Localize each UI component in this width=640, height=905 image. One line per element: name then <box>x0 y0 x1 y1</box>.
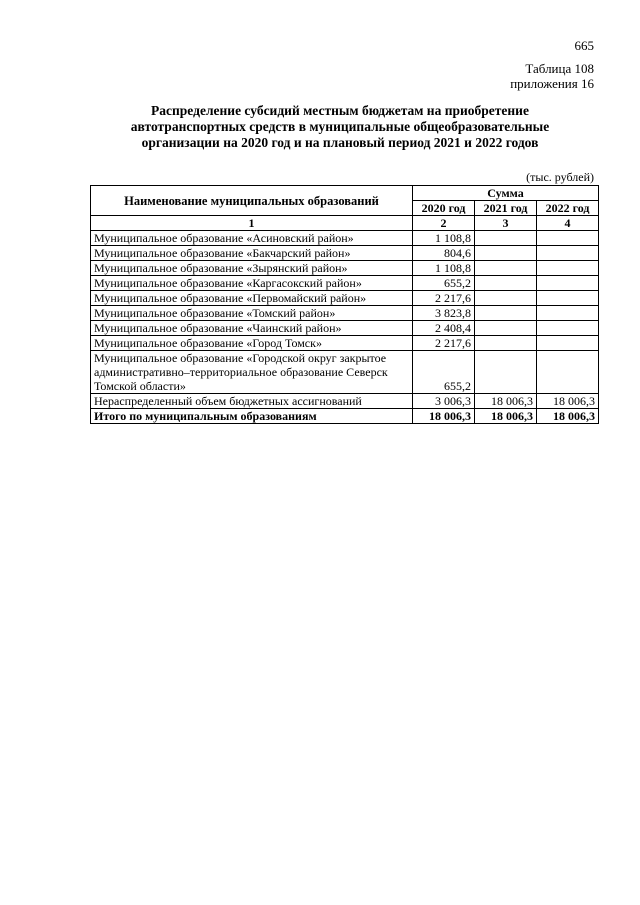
amount-2022 <box>537 336 599 351</box>
header-year-2021: 2021 год <box>475 201 537 216</box>
amount-2020: 655,2 <box>413 276 475 291</box>
table-row <box>91 261 599 276</box>
amount-2022 <box>537 321 599 336</box>
total-2021: 18 006,3 <box>475 409 537 424</box>
amount-2020: 2 408,4 <box>413 321 475 336</box>
table-row <box>91 246 599 261</box>
amount-2021 <box>475 351 537 394</box>
municipality-name: Муниципальное образование «Чаинский район» <box>91 321 413 336</box>
table-row <box>91 394 599 409</box>
units-note: (тыс. рублей) <box>526 170 594 184</box>
municipality-name: Муниципальное образование «Зырянский район» <box>91 261 413 276</box>
title-line2: автотранспортных средств в муниципальные общеобразовательные <box>130 119 550 134</box>
total-2022: 18 006,3 <box>537 409 599 424</box>
amount-2020: 655,2 <box>413 351 475 394</box>
table-row <box>91 336 599 351</box>
table-row <box>91 321 599 336</box>
header-name-column: Наименование муниципальных образований <box>91 186 413 216</box>
amount-2021 <box>475 261 537 276</box>
table-row <box>91 231 599 246</box>
amount-2021 <box>475 291 537 306</box>
table-row <box>91 291 599 306</box>
municipality-name: Муниципальное образование «Томский район» <box>91 306 413 321</box>
amount-2021 <box>475 336 537 351</box>
amount-2021 <box>475 321 537 336</box>
municipality-name: Муниципальное образование «Город Томск» <box>91 336 413 351</box>
table-reference <box>510 61 594 91</box>
title-line1: Распределение субсидий местным бюджетам на приобретение <box>151 103 529 118</box>
amount-2020: 3 006,3 <box>413 394 475 409</box>
budget-table <box>90 185 599 424</box>
municipality-name: Муниципальное образование «Каргасокский район» <box>91 276 413 291</box>
column-number-row <box>91 216 599 231</box>
municipality-name: Муниципальное образование «Первомайский район» <box>91 291 413 306</box>
page-number: 665 <box>574 38 594 53</box>
amount-2020: 3 823,8 <box>413 306 475 321</box>
table-row <box>91 276 599 291</box>
table-reference-line2: приложения 16 <box>510 76 594 91</box>
amount-2020: 2 217,6 <box>413 291 475 306</box>
amount-2021 <box>475 231 537 246</box>
column-number: 4 <box>537 216 599 231</box>
header-year-2022: 2022 год <box>537 201 599 216</box>
amount-2020: 2 217,6 <box>413 336 475 351</box>
amount-2021: 18 006,3 <box>475 394 537 409</box>
amount-2022 <box>537 351 599 394</box>
column-number: 2 <box>413 216 475 231</box>
municipality-name: Муниципальное образование «Асиновский район» <box>91 231 413 246</box>
total-2020: 18 006,3 <box>413 409 475 424</box>
header-year-2020: 2020 год <box>413 201 475 216</box>
header-sum-group: Сумма <box>413 186 599 201</box>
amount-2021 <box>475 246 537 261</box>
table-row <box>91 306 599 321</box>
municipality-name: Муниципальное образование «Городской округ закрытое административно–территориальное образование Северск Томской области» <box>91 351 413 394</box>
total-row <box>91 409 599 424</box>
amount-2020: 804,6 <box>413 246 475 261</box>
amount-2022: 18 006,3 <box>537 394 599 409</box>
column-number: 1 <box>91 216 413 231</box>
table-row <box>91 351 599 394</box>
header-row <box>91 186 599 201</box>
amount-2022 <box>537 246 599 261</box>
amount-2022 <box>537 291 599 306</box>
title-line3: организации на 2020 год и на плановый период 2021 и 2022 годов <box>141 135 539 150</box>
amount-2020: 1 108,8 <box>413 261 475 276</box>
document-title <box>90 103 590 151</box>
amount-2022 <box>537 261 599 276</box>
table-reference-line1: Таблица 108 <box>525 61 594 76</box>
municipality-name: Муниципальное образование «Бакчарский район» <box>91 246 413 261</box>
amount-2022 <box>537 231 599 246</box>
amount-2021 <box>475 276 537 291</box>
municipality-name: Нераспределенный объем бюджетных ассигнований <box>91 394 413 409</box>
amount-2021 <box>475 306 537 321</box>
amount-2022 <box>537 276 599 291</box>
total-label: Итого по муниципальным образованиям <box>91 409 413 424</box>
amount-2022 <box>537 306 599 321</box>
amount-2020: 1 108,8 <box>413 231 475 246</box>
column-number: 3 <box>475 216 537 231</box>
